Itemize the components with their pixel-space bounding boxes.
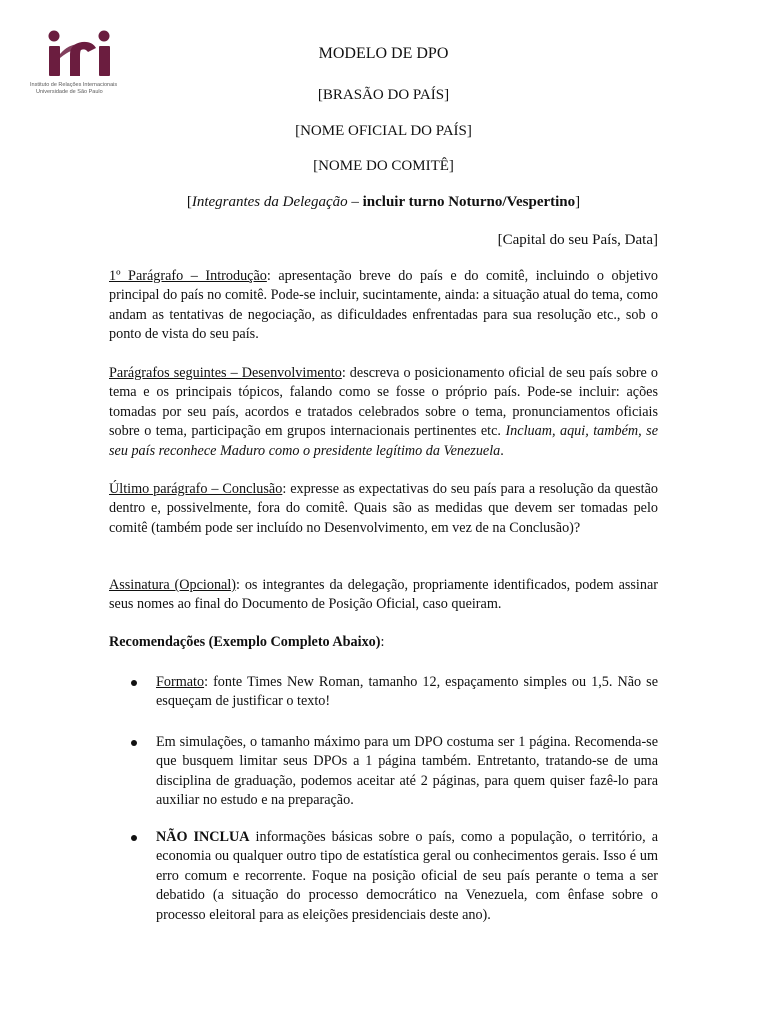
delegation-bold: incluir turno Noturno/Vespertino bbox=[362, 194, 576, 210]
bullet-dot bbox=[131, 680, 137, 686]
intro-text: : apresentação breve do país e do comitê, incluindo o objetivo principal do país no comitê. Pode-se incluir, sucintamente, ainda: a situação atual do tema, como andam as tentativas de negociação, as dificuldades enfrentadas para sua resolução etc., sob o ponto de vista do seu país. bbox=[109, 268, 658, 343]
development-text: : descreva o posicionamento oficial de seu país sobre o tema e os principais tópicos, falando como se fosse o próprio país. Pode-se incluir: ações tomadas por seu país, acordos e tratados celebrados sobre o tema, pronunciamentos oficiais sobre o tema, participação em grupos internacionais pertinentes etc. bbox=[109, 365, 659, 440]
committee-name-placeholder: [NOME DO COMITÊ] bbox=[313, 158, 454, 174]
bullet-dot bbox=[131, 740, 137, 746]
country-name-placeholder: [NOME OFICIAL DO PAÍS] bbox=[295, 123, 472, 139]
delegation-open: [ bbox=[186, 194, 192, 210]
bullet-dot bbox=[131, 835, 137, 841]
bullet-size bbox=[156, 733, 658, 811]
place-date: [Capital do seu País, Data] bbox=[497, 232, 658, 248]
development-paragraph bbox=[109, 364, 658, 461]
development-italic: Incluam, aqui, também, se seu país reconhece Maduro como o presidente legítimo da Venezuela bbox=[109, 423, 658, 459]
logo-caption-line2: Universidade de São Paulo bbox=[36, 89, 103, 95]
bullet-do-not-include-bold: NÃO INCLUA bbox=[156, 829, 250, 845]
development-label: Parágrafos seguintes – Desenvolvimento bbox=[109, 365, 342, 381]
conclusion-paragraph bbox=[109, 480, 658, 538]
bullet-format-text: : fonte Times New Roman, tamanho 12, espaçamento simples ou 1,5. Não se esqueçam de justificar o texto! bbox=[156, 674, 658, 710]
development-end: . bbox=[500, 442, 504, 459]
intro-label: 1º Parágrafo – Introdução bbox=[109, 268, 267, 284]
bullet-do-not-include-text: informações básicas sobre o país, como a população, o território, a economia ou qualquer outro tipo de estatística geral ou conhecimentos gerais. Isso é um erro comum e recorrente. Foque na posição oficial de seu país perante o tema a ser debatido (a situação do processo democrático na Venezuela, com ênfase sobre o processo eleitoral para as eleições presidenciais deste ano). bbox=[156, 829, 659, 923]
bullet-format bbox=[156, 673, 658, 712]
conclusion-text: : expresse as expectativas do seu país para a resolução da questão dentro e, possivelmente, fora do comitê. Quais são as medidas que devem ser tomadas pelo comitê (também pode ser incluído no Desenvolvimento, em vez de na Conclusão)? bbox=[109, 481, 658, 536]
document-title: MODELO DE DPO bbox=[318, 45, 449, 62]
logo-caption-line1: Instituto de Relações Internacionais bbox=[30, 82, 118, 88]
delegation-line bbox=[109, 193, 658, 212]
recommendations-heading bbox=[109, 633, 658, 652]
bullet-do-not-include bbox=[156, 828, 658, 925]
delegation-close: ] bbox=[575, 194, 581, 210]
recommendations-heading-text: Recomendações (Exemplo Completo Abaixo) bbox=[109, 634, 381, 650]
delegation-italic: Integrantes da Delegação bbox=[191, 194, 348, 210]
bullet-size-text: Em simulações, o tamanho máximo para um DPO costuma ser 1 página. Recomenda-se que busquem limitar seus DPOs a 1 página também. Entretanto, tratando-se de uma disciplina de graduação, podemos aceitar até 2 páginas, para quem quiser fazê-lo para auxiliar no estudo e na preparação. bbox=[156, 734, 658, 809]
signature-paragraph bbox=[109, 576, 658, 615]
signature-label: Assinatura (Opcional) bbox=[109, 577, 237, 593]
intro-paragraph bbox=[109, 267, 658, 345]
bullet-format-label: Formato bbox=[156, 674, 205, 690]
coat-of-arms-placeholder: [BRASÃO DO PAÍS] bbox=[317, 87, 450, 103]
signature-text: : os integrantes da delegação, propriamente identificados, podem assinar seus nomes ao final do Documento de Posição Oficial, caso queiram. bbox=[109, 577, 658, 613]
conclusion-label: Último parágrafo – Conclusão bbox=[109, 481, 283, 497]
recommendations-colon: : bbox=[380, 634, 385, 650]
delegation-dash: – bbox=[347, 194, 363, 210]
